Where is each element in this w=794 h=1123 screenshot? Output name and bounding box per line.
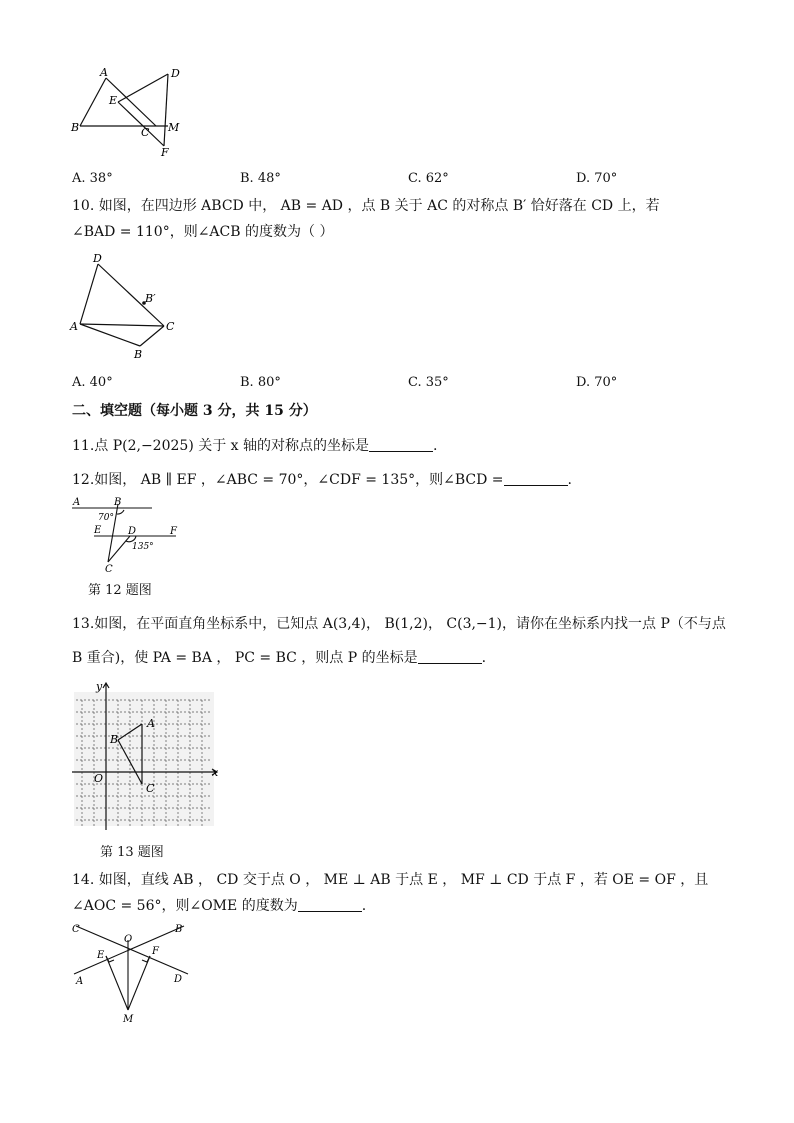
q10-label-A: A	[70, 320, 78, 333]
q14-label-F: F	[152, 946, 159, 957]
q9-figure	[68, 64, 198, 158]
q9-label-C: C	[141, 126, 150, 139]
q14-question-line1: 14. 如图，直线 AB ， CD 交于点 O ， ME ⊥ AB 于点 E ， MF ⊥ CD 于点 F ，若 OE = OF ，且	[72, 872, 709, 888]
q14-answer-blank[interactable]	[298, 897, 362, 912]
q9-option-a[interactable]: A. 38°	[72, 171, 113, 186]
q13-answer-blank[interactable]	[418, 649, 482, 664]
q12-label-E: E	[94, 525, 102, 536]
q10-option-d[interactable]: D. 70°	[576, 375, 618, 390]
q11-end: .	[433, 438, 438, 454]
q12-label-F: F	[170, 526, 177, 537]
q12-text: 12.如图， AB ∥ EF ，∠ABC = 70°，∠CDF = 135°，则∠BCD =	[72, 472, 504, 488]
q14-label-C: C	[72, 924, 80, 935]
q13-question-line1: 13.如图，在平面直角坐标系中，已知点 A(3,4)， B(1,2)， C(3,−1)，请你在坐标系内找一点 P（不与点	[72, 616, 726, 632]
q13-label-A: A	[147, 717, 155, 730]
q12-label-angle-70: 70°	[98, 513, 114, 523]
q13-question-line2	[72, 648, 486, 668]
q9-label-M: M	[168, 121, 180, 134]
q12-label-C: C	[105, 564, 113, 575]
q9-label-E: E	[109, 94, 118, 107]
q13-label-B: B	[110, 733, 119, 746]
q14-question-line2	[72, 896, 366, 916]
q12-answer-blank[interactable]	[504, 471, 568, 486]
q12-figure	[68, 492, 188, 576]
q10-question-line1: 10. 如图，在四边形 ABCD 中， AB = AD ，点 B 关于 AC 的对称点 B′ 恰好落在 CD 上，若	[72, 198, 660, 214]
q11-answer-blank[interactable]	[369, 437, 433, 452]
q12-label-A: A	[73, 497, 81, 508]
q9-option-d[interactable]: D. 70°	[576, 171, 618, 186]
q14-figure	[68, 920, 192, 1028]
q13-figure-caption: 第 13 题图	[100, 845, 164, 860]
q13-text-line2: B 重合)，使 PA = BA ， PC = BC ，则点 P 的坐标是	[72, 650, 418, 666]
q13-end: .	[481, 650, 487, 666]
q13-label-C: C	[146, 782, 155, 795]
q9-label-F: F	[161, 146, 169, 159]
q13-label-O: O	[94, 772, 104, 785]
q14-label-O: O	[124, 934, 133, 945]
q10-option-a[interactable]: A. 40°	[72, 375, 113, 390]
q14-label-B: B	[175, 924, 183, 935]
q10-option-b[interactable]: B. 80°	[240, 375, 281, 390]
q11-question	[72, 436, 437, 456]
q14-label-D: D	[174, 974, 183, 985]
q9-option-c[interactable]: C. 62°	[408, 171, 449, 186]
q10-option-c[interactable]: C. 35°	[408, 375, 449, 390]
q9-label-A: A	[100, 66, 108, 79]
q12-label-D: D	[128, 526, 137, 537]
q9-label-D: D	[171, 67, 180, 80]
q11-text: 11.点 P(2,−2025) 关于 x 轴的对称点的坐标是	[72, 438, 370, 454]
section-heading: 二、填空题（每小题 3 分，共 15 分）	[72, 403, 317, 419]
q12-label-B: B	[114, 497, 122, 508]
q10-question-line2: ∠BAD = 110°，则∠ACB 的度数为（ ）	[72, 224, 334, 240]
q14-end: .	[361, 898, 367, 914]
q14-text-line2: ∠AOC = 56°，则∠OME 的度数为	[72, 898, 298, 914]
q13-label-y: y	[96, 680, 103, 693]
q9-label-B: B	[71, 121, 80, 134]
q13-figure	[70, 678, 220, 832]
q12-figure-caption: 第 12 题图	[88, 583, 152, 598]
q14-label-E: E	[97, 950, 105, 961]
q12-end: .	[567, 472, 572, 488]
q10-label-B: B	[134, 348, 143, 361]
q9-option-b[interactable]: B. 48°	[240, 171, 281, 186]
q10-label-D: D	[93, 252, 102, 265]
q10-label-C: C	[166, 320, 175, 333]
q13-label-x: x	[212, 766, 219, 779]
q14-label-M: M	[123, 1014, 134, 1025]
q12-question	[72, 470, 572, 490]
q10-label-Bp: B′	[145, 292, 156, 305]
q10-figure	[68, 250, 188, 362]
q14-label-A: A	[76, 976, 84, 987]
q12-label-angle-135: 135°	[132, 542, 154, 552]
